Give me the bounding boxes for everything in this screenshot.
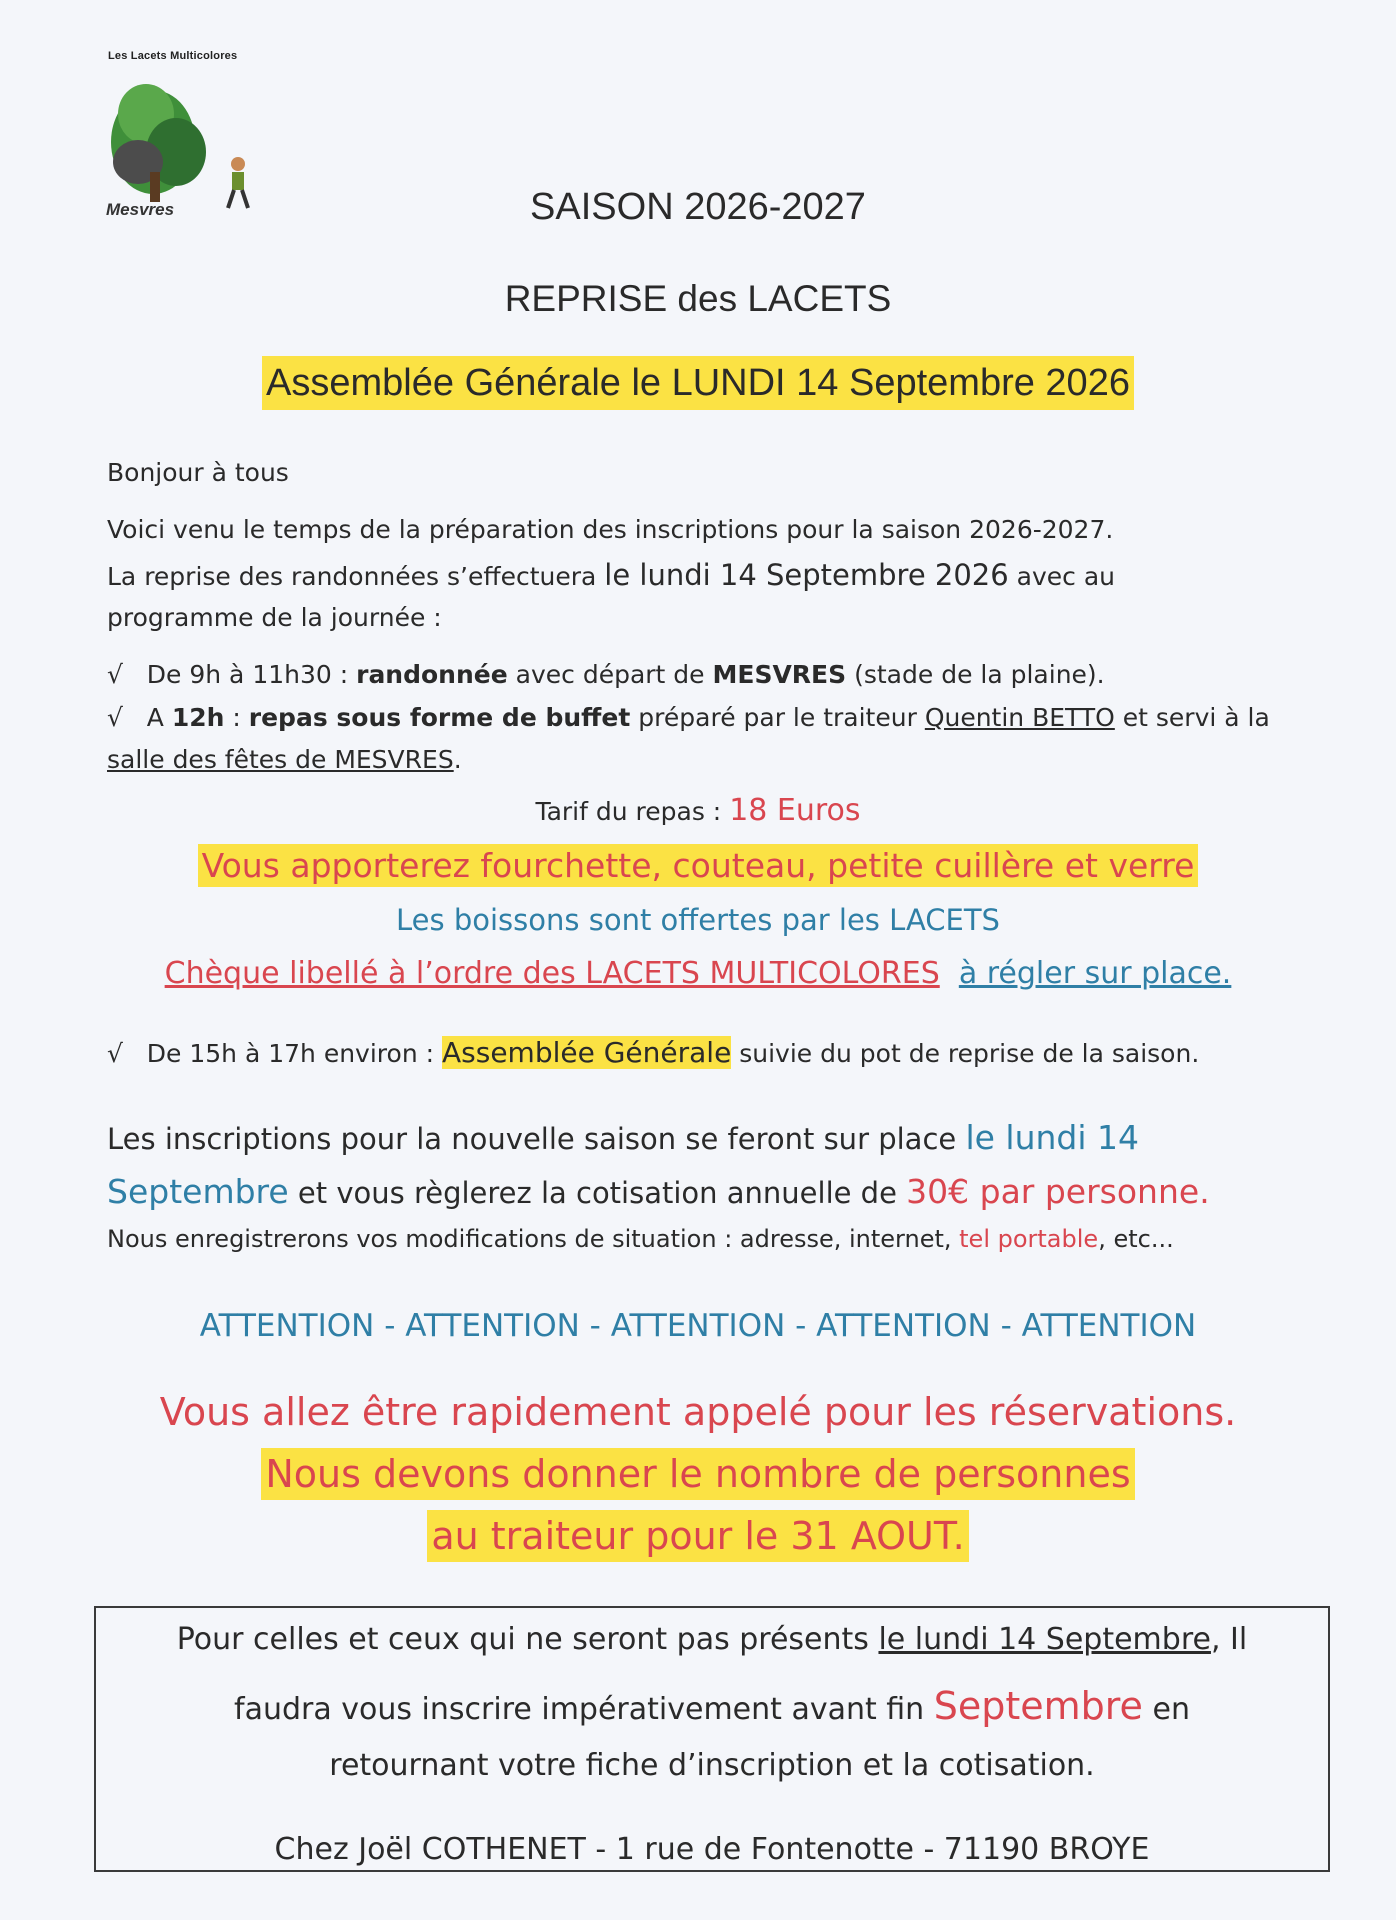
warning-line-2: Nous devons donner le nombre de personnes: [0, 1452, 1396, 1496]
logo-place: Mesvres: [106, 200, 175, 219]
season-heading: SAISON 2026-2027: [530, 186, 866, 228]
program-item-meal: √ A 12h : repas sous forme de buffet préparé par le traiteur Quentin BETTO et servi à la: [107, 703, 1270, 732]
intro-line-1: Voici venu le temps de la préparation des inscriptions pour la saison 2026-2027.: [107, 515, 1114, 544]
check-icon: √: [107, 660, 123, 689]
box-line-3: retournant votre fiche d’inscription et la cotisation.: [329, 1748, 1095, 1783]
assembly-heading: [0, 362, 1396, 405]
drinks-notice: Les boissons sont offertes par les LACETS: [396, 903, 1000, 937]
greeting: Bonjour à tous: [107, 458, 289, 487]
box-line-2: faudra vous inscrire impérativement avant fin Septembre en: [234, 1684, 1190, 1728]
reprise-heading: REPRISE des LACETS: [504, 278, 892, 319]
intro-line-3: programme de la journée :: [107, 603, 442, 632]
registration-line-3: Nous enregistrerons vos modifications de situation : adresse, internet, tel portable, etc...: [107, 1225, 1174, 1253]
meal-price: Tarif du repas : 18 Euros: [535, 793, 861, 828]
program-item-hike: √ De 9h à 11h30 : randonnée avec départ de MESVRES (stade de la plaine).: [107, 660, 1105, 689]
check-icon: √: [107, 1039, 123, 1068]
program-item-assembly: √ De 15h à 17h environ : Assemblée Générale suivie du pot de reprise de la saison.: [107, 1036, 1200, 1069]
box-line-1: Pour celles et ceux qui ne seront pas présents le lundi 14 Septembre, Il: [176, 1622, 1248, 1657]
cheque-notice: Chèque libellé à l’ordre des LACETS MULTICOLORES à régler sur place.: [164, 956, 1232, 991]
bring-cutlery-notice: Vous apporterez fourchette, couteau, petite cuillère et verre: [0, 846, 1396, 885]
registration-line-1: Les inscriptions pour la nouvelle saison se feront sur place le lundi 14: [107, 1118, 1140, 1157]
intro-line-2: La reprise des randonnées s’effectuera le lundi 14 Septembre 2026 avec au: [107, 558, 1116, 592]
warning-line-3: au traiteur pour le 31 AOUT.: [0, 1514, 1396, 1558]
registration-line-2: Septembre et vous règlerez la cotisation annuelle de 30€ par personne.: [107, 1172, 1210, 1211]
program-item-meal-cont: salle des fêtes de MESVRES.: [107, 745, 462, 774]
assembly-heading-text: Assemblée Générale le LUNDI 14 Septembre 2026: [262, 356, 1134, 410]
logo-title: Les Lacets Multicolores: [108, 50, 238, 62]
check-icon: √: [107, 703, 123, 732]
attention-banner: ATTENTION - ATTENTION - ATTENTION - ATTENTION - ATTENTION: [199, 1308, 1197, 1344]
warning-line-1: Vous allez être rapidement appelé pour les réservations.: [159, 1390, 1237, 1434]
box-address: Chez Joël COTHENET - 1 rue de Fontenotte - 71190 BROYE: [274, 1832, 1150, 1867]
